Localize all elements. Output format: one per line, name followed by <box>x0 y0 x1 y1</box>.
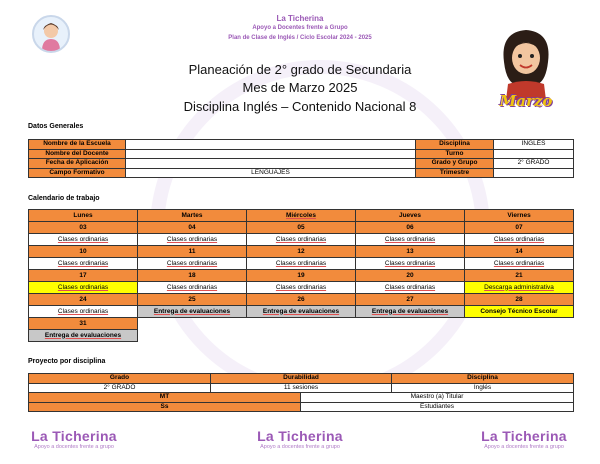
date-cell: 14 <box>465 246 574 258</box>
activity-cell: Consejo Técnico Escolar <box>465 306 574 318</box>
date-cell: 27 <box>356 294 465 306</box>
activity-cell: Clases ordinarias <box>356 258 465 270</box>
datos-section-title: Datos Generales <box>28 123 84 130</box>
day-header-jueves: Jueves <box>356 210 465 222</box>
date-cell: 28 <box>465 294 574 306</box>
date-cell: 03 <box>29 222 138 234</box>
campo-label: Campo Formativo <box>29 168 126 178</box>
page-title: Planeación de 2° grado de Secundaria <box>188 62 412 77</box>
date-cell: 20 <box>356 270 465 282</box>
proyecto-section-title: Proyecto por disciplina <box>28 358 106 365</box>
proyecto-disciplina-label: Disciplina <box>392 374 574 384</box>
docente-value[interactable] <box>126 149 416 159</box>
activity-cell: Entrega de evaluaciones <box>29 330 138 342</box>
activity-cell: Clases ordinarias <box>138 282 247 294</box>
footer-brand-center <box>220 428 380 450</box>
discipline-title: Disciplina Inglés – Contenido Nacional 8 <box>183 99 417 114</box>
footer-brand-name: La Ticherina <box>31 428 117 444</box>
date-cell: 18 <box>138 270 247 282</box>
footer-brand-name: La Ticherina <box>257 428 343 444</box>
fecha-value[interactable] <box>126 159 416 169</box>
date-cell: 31 <box>29 318 138 330</box>
campo-value: LENGUAJES <box>126 168 416 178</box>
header-brand: La Ticherina <box>276 14 324 23</box>
month-badge: Marzo <box>499 92 553 110</box>
footer-brand-left <box>0 428 154 450</box>
day-header-lunes: Lunes <box>29 210 138 222</box>
proyecto-table <box>28 373 574 412</box>
activity-cell: Clases ordinarias <box>465 234 574 246</box>
activity-cell: Clases ordinarias <box>465 258 574 270</box>
proyecto-disciplina-value: Inglés <box>392 383 574 393</box>
trimestre-value[interactable] <box>494 168 574 178</box>
trimestre-label: Trimestre <box>416 168 494 178</box>
datos-table <box>28 139 574 178</box>
date-cell: 11 <box>138 246 247 258</box>
date-cell: 19 <box>247 270 356 282</box>
mt-label: MT <box>29 393 301 403</box>
docente-label: Nombre del Docente <box>29 149 126 159</box>
day-header-viernes: Viernes <box>465 210 574 222</box>
activity-cell: Descarga administrativa <box>465 282 574 294</box>
calendar-table <box>28 209 574 342</box>
activity-cell: Clases ordinarias <box>138 258 247 270</box>
disciplina-value: INGLÉS <box>494 140 574 150</box>
day-header-miercoles: Miércoles <box>247 210 356 222</box>
header-plan: Plan de Clase de Inglés / Ciclo Escolar 2024 - 2025 <box>228 35 372 41</box>
date-cell: 06 <box>356 222 465 234</box>
activity-cell: Clases ordinarias <box>29 234 138 246</box>
ss-value: Estudiantes <box>301 402 574 412</box>
footer-tagline: Apoyo a docentes frente a grupo <box>34 444 114 450</box>
date-cell: 24 <box>29 294 138 306</box>
activity-cell: Clases ordinarias <box>247 234 356 246</box>
activity-cell: Entrega de evaluaciones <box>138 306 247 318</box>
footer-brand-name: La Ticherina <box>481 428 567 444</box>
footer-brand-right <box>444 428 600 450</box>
activity-cell: Clases ordinarias <box>138 234 247 246</box>
fecha-label: Fecha de Aplicación <box>29 159 126 169</box>
day-header-martes: Martes <box>138 210 247 222</box>
proyecto-grado-label: Grado <box>29 374 211 384</box>
activity-cell: Clases ordinarias <box>247 258 356 270</box>
escuela-label: Nombre de la Escuela <box>29 140 126 150</box>
activity-cell: Entrega de evaluaciones <box>356 306 465 318</box>
footer-tagline: Apoyo a docentes frente a grupo <box>260 444 340 450</box>
disciplina-label: Disciplina <box>416 140 494 150</box>
footer-tagline: Apoyo a docentes frente a grupo <box>484 444 564 450</box>
activity-cell: Clases ordinarias <box>29 258 138 270</box>
turno-value[interactable] <box>494 149 574 159</box>
activity-cell: Clases ordinarias <box>29 306 138 318</box>
date-cell: 10 <box>29 246 138 258</box>
escuela-value[interactable] <box>126 140 416 150</box>
proyecto-durabilidad-value: 11 sesiones <box>211 383 392 393</box>
activity-cell: Clases ordinarias <box>356 282 465 294</box>
grado-value: 2° GRADO <box>494 159 574 169</box>
activity-cell: Entrega de evaluaciones <box>247 306 356 318</box>
date-cell: 26 <box>247 294 356 306</box>
activity-cell: Clases ordinarias <box>356 234 465 246</box>
date-cell: 21 <box>465 270 574 282</box>
activity-cell: Clases ordinarias <box>247 282 356 294</box>
date-cell: 25 <box>138 294 247 306</box>
date-cell: 17 <box>29 270 138 282</box>
calendario-section-title: Calendario de trabajo <box>28 195 100 202</box>
header-subtitle: Apoyo a Docentes frente a Grupo <box>252 25 348 31</box>
date-cell: 07 <box>465 222 574 234</box>
date-cell: 12 <box>247 246 356 258</box>
mt-value: Maestro (a) Titular <box>301 393 574 403</box>
proyecto-durabilidad-label: Durabilidad <box>211 374 392 384</box>
turno-label: Turno <box>416 149 494 159</box>
activity-cell: Clases ordinarias <box>29 282 138 294</box>
date-cell: 05 <box>247 222 356 234</box>
date-cell: 04 <box>138 222 247 234</box>
proyecto-grado-value: 2° GRADO <box>29 383 211 393</box>
month-title: Mes de Marzo 2025 <box>242 80 358 95</box>
date-cell: 13 <box>356 246 465 258</box>
ss-label: Ss <box>29 402 301 412</box>
grado-label: Grado y Grupo <box>416 159 494 169</box>
